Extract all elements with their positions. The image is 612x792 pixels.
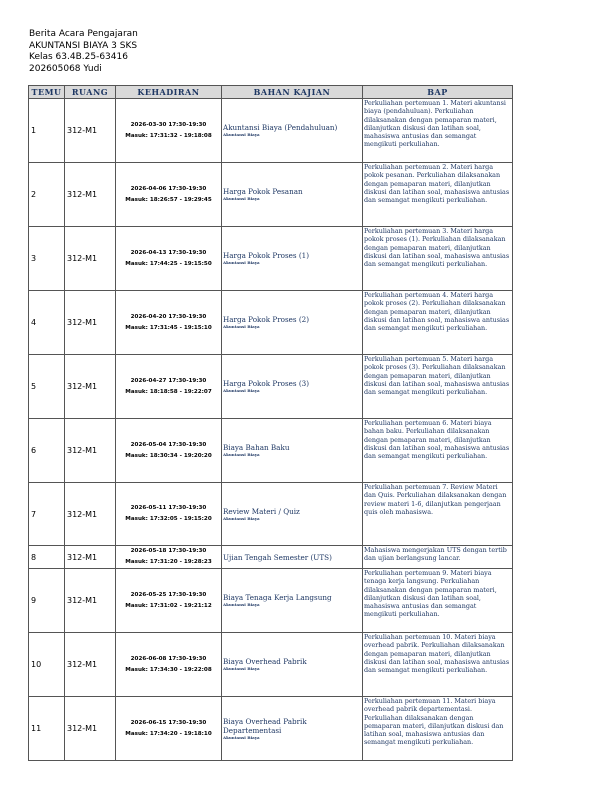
- doc-title: Berita Acara Pengajaran: [29, 29, 138, 39]
- kehadiran-cell: [116, 697, 222, 761]
- bahan-kajian-cell: [222, 355, 363, 419]
- attendance-time: Masuk: 18:30:34 - 19:20:20: [125, 452, 212, 459]
- schedule-time: 2026-05-04 17:30-19:30: [130, 441, 207, 448]
- temu-cell: 7: [29, 483, 65, 546]
- ruang-cell: 312-M1: [65, 163, 116, 227]
- schedule-time: 2026-06-08 17:30-19:30: [130, 655, 207, 662]
- bap-cell: Perkuliahan pertemuan 2. Materi harga pokok pesanan. Perkuliahan dilaksanakan dengan pemaparan materi, dilanjutkan diskusi dan latihan soal, mahasiswa antusias dan semangat mengikuti perkuliahan.: [363, 163, 513, 227]
- attendance-time: Masuk: 17:34:30 - 19:22:08: [125, 666, 212, 673]
- attendance-time: Masuk: 17:34:20 - 19:18:10: [125, 730, 212, 737]
- table-row: [29, 355, 513, 419]
- document-header: [29, 29, 138, 75]
- table-row: [29, 419, 513, 483]
- bap-cell: Mahasiswa mengerjakan UTS dengan tertib dan ujian berlangsung lancar.: [363, 546, 513, 569]
- schedule-time: 2026-04-06 17:30-19:30: [130, 185, 207, 192]
- table-row: [29, 546, 513, 569]
- bahan-kajian-cell: [222, 227, 363, 291]
- topic-title: Biaya Overhead Pabrik Departementasi: [223, 716, 307, 735]
- topic-subject: Akuntansi Biaya: [223, 734, 260, 740]
- bap-cell: Perkuliahan pertemuan 3. Materi harga pokok proses (1). Perkuliahan dilaksanakan dengan pemaparan materi, dilanjutkan diskusi dan latihan soal, mahasiswa antusias dan semangat mengikuti perkuliahan.: [363, 227, 513, 291]
- schedule-time: 2026-05-11 17:30-19:30: [130, 505, 207, 511]
- temu-cell: 1: [29, 99, 65, 163]
- schedule-time: 2026-05-18 17:30-19:30: [130, 548, 207, 554]
- topic-title: Harga Pokok Proses (2): [223, 315, 310, 324]
- bahan-kajian-cell: [222, 291, 363, 355]
- temu-cell: 2: [29, 163, 65, 227]
- ruang-cell: 312-M1: [65, 546, 116, 569]
- attendance-time: Masuk: 17:31:32 - 19:18:08: [125, 132, 212, 139]
- table-row: [29, 227, 513, 291]
- topic-title: Biaya Tenaga Kerja Langsung: [223, 593, 332, 602]
- table-header-row: [29, 86, 513, 99]
- kehadiran-cell: [116, 163, 222, 227]
- course-name: AKUNTANSI BIAYA 3 SKS: [29, 40, 138, 51]
- topic-subject: Akuntansi Biaya: [223, 196, 260, 201]
- col-header-bap: BAP: [363, 86, 513, 99]
- attendance-time: Masuk: 18:18:58 - 19:22:07: [125, 388, 212, 395]
- kehadiran-cell: [116, 483, 222, 546]
- bap-cell: Perkuliahan pertemuan 11. Materi biaya overhead pabrik departementasi. Perkuliahan dilaksanakan dengan pemaparan materi, dilanjutkan diskusi dan latihan soal, mahasiswa antusias dan semangat mengikuti perkuliahan.: [363, 697, 513, 761]
- temu-cell: 4: [29, 291, 65, 355]
- topic-title: Akuntansi Biaya (Pendahuluan): [223, 123, 338, 132]
- col-header-bahan-kajian: BAHAN KAJIAN: [222, 86, 363, 99]
- bap-cell: Perkuliahan pertemuan 6. Materi biaya bahan baku. Perkuliahan dilaksanakan dengan pemaparan materi, dilanjutkan diskusi dan latihan soal, mahasiswa antusias dan semangat mengikuti perkuliahan.: [363, 419, 513, 483]
- topic-subject: Akuntansi Biaya: [223, 602, 260, 607]
- temu-cell: 6: [29, 419, 65, 483]
- bap-cell: Perkuliahan pertemuan 9. Materi biaya tenaga kerja langsung. Perkuliahan dilaksanakan dengan pemaparan materi, dilanjutkan diskusi dan latihan soal, mahasiswa antusias dan semangat mengikuti perkuliahan.: [363, 569, 513, 633]
- table-row: [29, 483, 513, 546]
- topic-title: Review Materi / Quiz: [223, 506, 300, 516]
- bap-cell: Perkuliahan pertemuan 10. Materi biaya overhead pabrik. Perkuliahan dilaksanakan dengan pemaparan materi, dilanjutkan diskusi dan latihan soal, mahasiswa antusias dan semangat mengikuti perkuliahan.: [363, 633, 513, 697]
- bahan-kajian-cell: [222, 633, 363, 697]
- kehadiran-cell: [116, 546, 222, 569]
- temu-cell: 10: [29, 633, 65, 697]
- table-row: [29, 163, 513, 227]
- topic-subject: Akuntansi Biaya: [223, 666, 260, 671]
- schedule-time: 2026-05-25 17:30-19:30: [130, 591, 207, 598]
- bahan-kajian-cell: [222, 419, 363, 483]
- temu-cell: 9: [29, 569, 65, 633]
- schedule-time: 2026-04-20 17:30-19:30: [130, 313, 207, 320]
- temu-cell: 8: [29, 546, 65, 569]
- topic-title: Harga Pokok Pesanan: [223, 187, 303, 196]
- attendance-time: Masuk: 17:32:05 - 19:15:20: [125, 516, 212, 522]
- ruang-cell: 312-M1: [65, 227, 116, 291]
- attendance-time: Masuk: 17:31:20 - 19:28:23: [125, 559, 212, 565]
- topic-subject: Akuntansi Biaya: [223, 515, 260, 521]
- bahan-kajian-cell: [222, 697, 363, 761]
- ruang-cell: 312-M1: [65, 99, 116, 163]
- topic-subject: Akuntansi Biaya: [223, 388, 260, 393]
- lecturer-id: 202605068 Yudi: [29, 63, 102, 74]
- kehadiran-cell: [116, 355, 222, 419]
- bahan-kajian-cell: [222, 569, 363, 633]
- ruang-cell: 312-M1: [65, 355, 116, 419]
- topic-subject: Akuntansi Biaya: [223, 260, 260, 265]
- kehadiran-cell: [116, 291, 222, 355]
- ruang-cell: 312-M1: [65, 633, 116, 697]
- ruang-cell: 312-M1: [65, 419, 116, 483]
- kehadiran-cell: [116, 419, 222, 483]
- topic-subject: Akuntansi Biaya: [223, 452, 260, 457]
- ruang-cell: 312-M1: [65, 569, 116, 633]
- ruang-cell: 312-M1: [65, 291, 116, 355]
- teaching-record-table: [28, 85, 513, 761]
- table-row: [29, 633, 513, 697]
- kehadiran-cell: [116, 227, 222, 291]
- topic-title: Harga Pokok Proses (3): [223, 379, 310, 388]
- kehadiran-cell: [116, 99, 222, 163]
- bap-cell: Perkuliahan pertemuan 4. Materi harga pokok proses (2). Perkuliahan dilaksanakan dengan pemaparan materi, dilanjutkan diskusi dan latihan soal, mahasiswa antusias dan semangat mengikuti perkuliahan.: [363, 291, 513, 355]
- bap-cell: Perkuliahan pertemuan 1. Materi akuntansi biaya (pendahuluan). Perkuliahan dilaksanakan dengan pemaparan materi, dilanjutkan diskusi dan latihan soal, mahasiswa antusias dan semangat mengikuti perkuliahan.: [363, 99, 513, 163]
- ruang-cell: 312-M1: [65, 483, 116, 546]
- bap-cell: Perkuliahan pertemuan 7. Review Materi dan Quis. Perkuliahan dilaksanakan dengan review materi 1-6, dilanjutkan pengerjaan quis oleh mahasiswa.: [363, 483, 513, 546]
- temu-cell: 11: [29, 697, 65, 761]
- bahan-kajian-cell: [222, 483, 363, 546]
- temu-cell: 3: [29, 227, 65, 291]
- schedule-time: 2026-03-30 17:30-19:30: [130, 121, 207, 128]
- attendance-time: Masuk: 17:44:25 - 19:15:50: [125, 260, 212, 267]
- table-row: [29, 291, 513, 355]
- table-row: [29, 99, 513, 163]
- bahan-kajian-cell: [222, 546, 363, 569]
- bahan-kajian-cell: [222, 163, 363, 227]
- class-code: Kelas 63.4B.25-63416: [29, 52, 128, 62]
- col-header-ruang: RUANG: [65, 86, 116, 99]
- topic-title: Biaya Overhead Pabrik: [223, 657, 307, 666]
- topic-title: Biaya Bahan Baku: [223, 443, 290, 452]
- attendance-time: Masuk: 17:31:45 - 19:15:10: [125, 324, 212, 331]
- topic-title: Harga Pokok Proses (1): [223, 251, 310, 260]
- table-row: [29, 569, 513, 633]
- kehadiran-cell: [116, 633, 222, 697]
- attendance-time: Masuk: 17:31:02 - 19:21:12: [125, 602, 212, 609]
- bap-cell: Perkuliahan pertemuan 5. Materi harga pokok proses (3). Perkuliahan dilaksanakan dengan pemaparan materi, dilanjutkan diskusi dan latihan soal, mahasiswa antusias dan semangat mengikuti perkuliahan.: [363, 355, 513, 419]
- ruang-cell: 312-M1: [65, 697, 116, 761]
- topic-title: Ujian Tengah Semester (UTS): [223, 552, 332, 562]
- schedule-time: 2026-04-27 17:30-19:30: [130, 377, 207, 384]
- schedule-time: 2026-06-15 17:30-19:30: [130, 719, 207, 726]
- kehadiran-cell: [116, 569, 222, 633]
- table-row: [29, 697, 513, 761]
- bahan-kajian-cell: [222, 99, 363, 163]
- attendance-time: Masuk: 18:26:57 - 19:29:45: [125, 196, 212, 203]
- col-header-kehadiran: KEHADIRAN: [116, 86, 222, 99]
- col-header-temu: TEMU: [29, 86, 65, 99]
- topic-subject: Akuntansi Biaya: [223, 132, 260, 137]
- schedule-time: 2026-04-13 17:30-19:30: [130, 249, 207, 256]
- topic-subject: Akuntansi Biaya: [223, 324, 260, 329]
- temu-cell: 5: [29, 355, 65, 419]
